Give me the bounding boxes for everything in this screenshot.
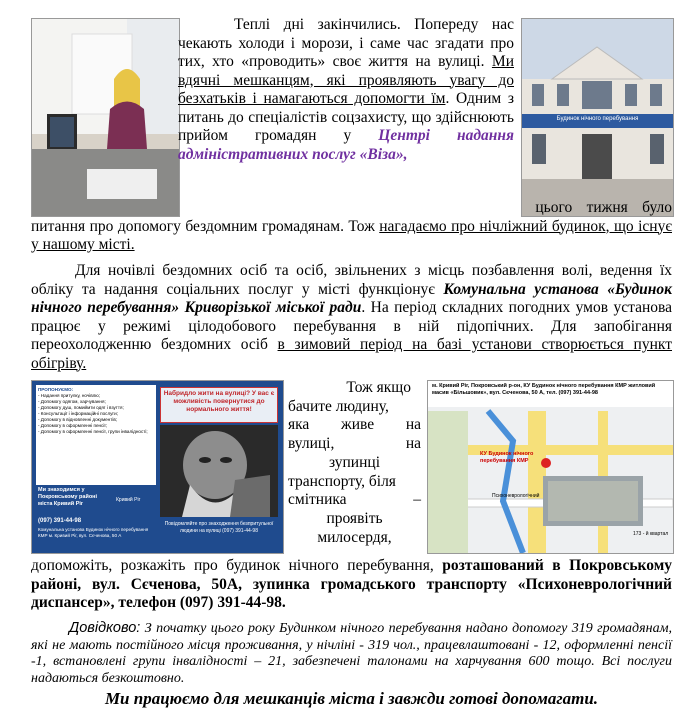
office-photo xyxy=(31,18,180,217)
map-quarter-label: 173 - й квартал xyxy=(633,531,669,537)
offer-item: - Надання притулку, ночівлю; xyxy=(38,393,100,398)
center-name: Центрі надання адміністративних послуг «Віза», xyxy=(178,127,514,163)
closing-statement: Ми працюємо для мешканців міста і завжди готові допомагати. xyxy=(104,689,599,708)
flyer-report: Повідомляйте про знаходження безпритульної людини на вулиці (097) 391-44-98 xyxy=(164,521,274,534)
offer-title: ПРОПОНУЄМО: xyxy=(38,387,74,392)
shelter-paragraph: Для ночівлі бездомних осіб та осіб, звільнених з місць позбавлення волі, ведення їх обліку та надання соціальних послуг у місті функціонує Комунальна установа «Будинок нічного перебування» Криворізької міської ради. На період складних погодних умов установа працює у режимі цілодобового перебування в ній підопічних. Для запобігання переохолодженню бездомних осіб в зимовий період на базі установи створюється пункт обігріву. xyxy=(31,262,672,372)
thanks-text: Ми вдячні мешканцям, які проявляють увагу до безхатьків і намагаються допомогти їм xyxy=(178,53,514,107)
help-paragraph: допоможіть, розкажіть про будинок нічного перебування, розташований в Покровському районі, вул. Сєченова, 50А, зупинка громадського транспорту «Психоневрологічний диспансер», телефон (097) 391-44-98. xyxy=(31,557,673,611)
building-sign: Будинок нічного перебування xyxy=(556,116,639,122)
offer-item: - Допомогу в оформленні пенсії, групи інвалідності; xyxy=(38,429,148,434)
flyer-location: Ми знаходимся у Покровському районі міста Кривий Ріг xyxy=(38,487,98,507)
building-photo xyxy=(521,18,674,217)
offer-item: - Консультації і інформаційні послуги; xyxy=(38,411,118,416)
offer-item: - Допомогу в відновленні документів; xyxy=(38,417,118,422)
heating-point-text: в зимовий період на базі установи створюється пункт обігріву. xyxy=(31,336,672,372)
reference-label: Довідково: xyxy=(69,620,141,636)
intro-continuation: цього тижня було питання про допомогу бездомним громадянам. Тож нагадаємо про нічліжний будинок, що існує у нашому місті. xyxy=(31,199,672,253)
shelter-flyer xyxy=(31,380,284,554)
organization-name: Комунальна установа «Будинок нічного перебування» Криворізької міської ради xyxy=(31,280,672,316)
map-header: м. Кривий Ріг, Покровський р-он, КУ Будинок нічного перебування КМР житловий масив «Більшовик», вул. Сєченова, 50 А, тел. (097) 391-44-98 xyxy=(432,383,656,396)
intro-paragraph: Теплі дні закінчились. Попереду нас чекають холоди і морози, і саме час згадати про тих, хто «проводить» своє життя на вулиці. Ми вдячні мешканцям, які проявляють увагу до безхатьків і намагаються допомогти їм. Одним з питань до спеціалістів соцзахисту, що здійснюють прийом громадян у Центрі надання адміністративних послуг «Віза», xyxy=(178,16,514,163)
flyer-address: Комунальна установа Будинок нічного перебування КМР м. Кривий Ріг, вул. Сєченова, 50 А xyxy=(38,527,149,538)
narrow-text-column: Тож якщо бачите людину, яка живе на вулиці, на зупинці транспорту, біля смітника – проявіть милосердя, xyxy=(288,379,421,546)
flyer-portrait xyxy=(160,425,278,517)
map-street-label: Психоневрологічний xyxy=(492,493,540,499)
offer-item: - Допомогу душ, помиймти одяг і взуття; xyxy=(38,405,124,410)
offer-item: - Допомогу одягом, харчування; xyxy=(38,399,106,404)
shelter-address: розташований в Покровському районі, вул. Сєченова, 50А, зупинка громадського транспорту «Психоневрологічний диспансер», телефон (097) 391-44-98. xyxy=(31,557,673,611)
flyer-phone: (097) 391-44-98 xyxy=(38,518,82,524)
flyer-question: Набридло жити на вулиці? У вас є можливість повернутися до нормального життя! xyxy=(160,387,278,423)
flyer-city: Кривий Ріг xyxy=(116,497,141,503)
reference-note: Довідково: З початку цього року Будинком нічного перебування надано допомогу 319 громадянам, які не мають постійного місця проживання, у нічліні - 319 чол., працевлаштовані - 12, оформленні пенсії -1, встановлені групи інвалідності – 21, забезпечені талонами на харчування 600 тощо. Всі послуги надаються безкоштовно. xyxy=(31,620,672,686)
map-marker-label: КУ Будинок нічного перебування КМР xyxy=(480,451,534,464)
offer-item: - Допомогу в оформленні пенсії; xyxy=(38,423,107,428)
shelter-reminder: нагадаємо про нічліжний будинок, що існує у нашому місті. xyxy=(31,217,672,253)
shelter-map xyxy=(427,380,674,554)
